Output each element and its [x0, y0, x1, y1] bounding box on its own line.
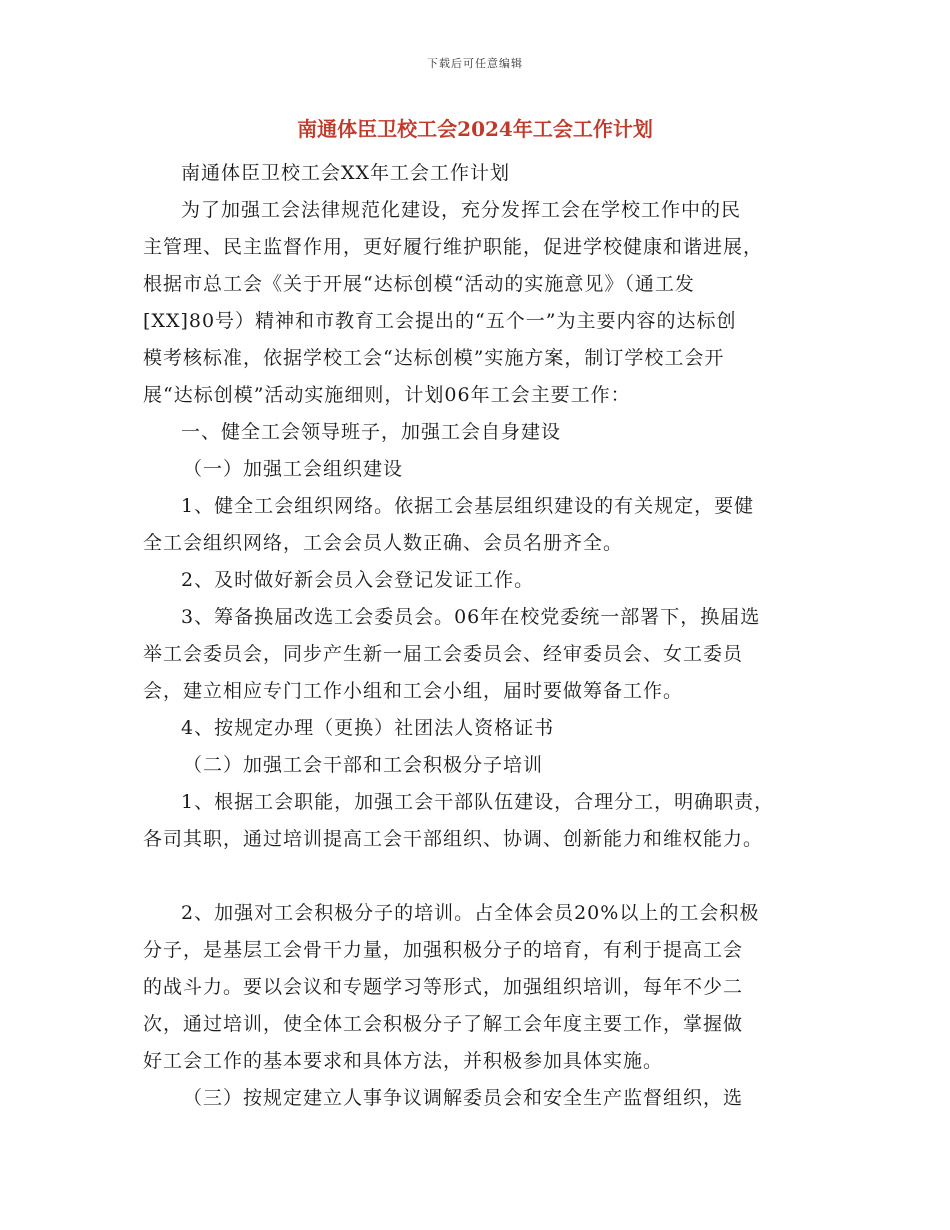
- paragraph-line: 展“达标创模”活动实施细则，计划06年工会主要工作：: [143, 384, 631, 406]
- paragraph-line: 各司其职，通过培训提高工会干部组织、协调、创新能力和维权能力。: [143, 828, 764, 850]
- paragraph-line: 会，建立相应专门工作小组和工会小组，届时要做筹备工作。: [143, 680, 684, 702]
- subsection-heading: （一）加强工会组织建设: [183, 458, 404, 480]
- paragraph-line: 分子，是基层工会骨干力量，加强积极分子的培育，有利于提高工会: [143, 939, 744, 961]
- paragraph-line: 次，通过培训，使全体工会积极分子了解工会年度主要工作，掌握做: [143, 1013, 744, 1035]
- paragraph-line: 主管理、民主监督作用，更好履行维护职能，促进学校健康和谐进展，: [143, 236, 764, 258]
- paragraph-line: 1、健全工会组织网络。依据工会基层组织建设的有关规定，要健: [181, 495, 755, 517]
- header-note: 下载后可任意编辑: [427, 57, 523, 70]
- document-title: 南通体臣卫校工会2024年工会工作计划: [297, 117, 653, 141]
- paragraph-line: [XX]80号）精神和市教育工会提出的“五个一”为主要内容的达标创: [143, 310, 737, 332]
- paragraph-line: 模考核标准，依据学校工会“达标创模”实施方案，制订学校工会开: [143, 347, 725, 369]
- paragraph-line: 4、按规定办理（更换）社团法人资格证书: [181, 717, 555, 739]
- paragraph-line: 3、筹备换届改选工会委员会。06年在校党委统一部署下，换届选: [181, 606, 761, 628]
- subsection-heading: （二）加强工会干部和工会积极分子培训: [183, 754, 544, 776]
- paragraph-line: 为了加强工会法律规范化建设，充分发挥工会在学校工作中的民: [181, 199, 742, 221]
- paragraph-line: 好工会工作的基本要求和具体方法，并积极参加具体实施。: [143, 1050, 664, 1072]
- document-body: [143, 155, 823, 1117]
- section-heading: 一、健全工会领导班子，加强工会自身建设: [181, 421, 562, 443]
- blank-line: [143, 858, 823, 895]
- paragraph-line: 的战斗力。要以会议和专题学习等形式，加强组织培训，每年不少二: [143, 976, 744, 998]
- paragraph-line: 1、根据工会职能，加强工会干部队伍建设，合理分工，明确职责，: [181, 791, 775, 813]
- subsection-heading: （三）按规定建立人事争议调解委员会和安全生产监督组织，选: [183, 1087, 744, 1109]
- paragraph-line: 举工会委员会，同步产生新一届工会委员会、经审委员会、女工委员: [143, 643, 744, 665]
- paragraph-line: 全工会组织网络，工会会员人数正确、会员名册齐全。: [143, 532, 624, 554]
- subtitle-line: 南通体臣卫校工会XX年工会工作计划: [181, 162, 511, 184]
- paragraph-line: 根据市总工会《关于开展“达标创模“活动的实施意见》（通工发: [143, 273, 695, 295]
- paragraph-line: 2、加强对工会积极分子的培训。占全体会员20%以上的工会积极: [181, 902, 760, 924]
- paragraph-line: 2、及时做好新会员入会登记发证工作。: [181, 569, 535, 591]
